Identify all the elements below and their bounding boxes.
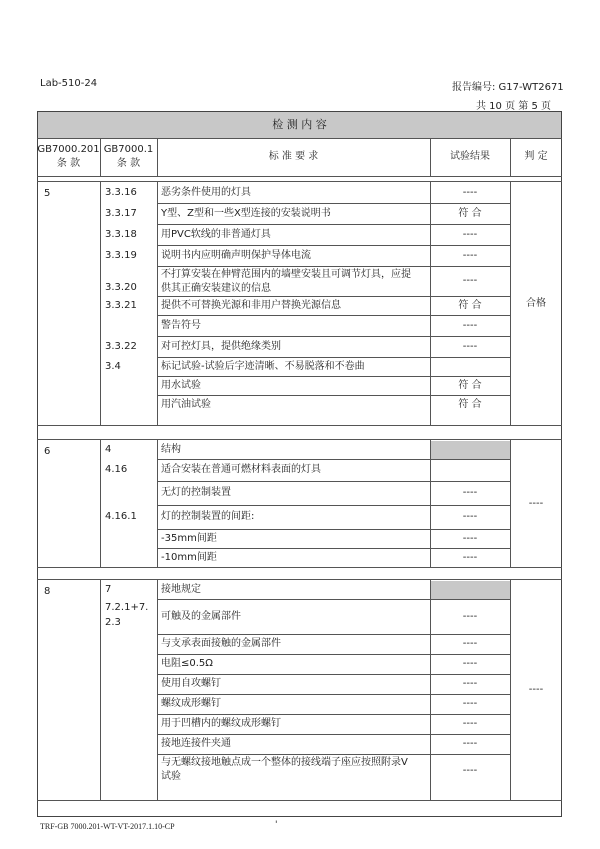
row-rule [157, 505, 510, 506]
sub-clause: 3.3.22 [105, 340, 137, 352]
lab-code: Lab-510-24 [40, 78, 98, 89]
verdict: 合格 [526, 297, 546, 309]
test-result: ---- [462, 511, 478, 522]
sub-clause: 4.16.1 [105, 511, 137, 522]
row-rule [157, 357, 510, 358]
requirement: 用汽油试验 [161, 399, 211, 410]
sub-clause: 3.3.20 [105, 282, 137, 293]
test-result: ---- [462, 764, 478, 776]
row-rule [157, 674, 510, 675]
section-bottom-rule [37, 425, 562, 426]
requirement: 接地连接件夹通 [161, 738, 231, 749]
test-result: 符 合 [458, 379, 482, 391]
sub-clause: 4.16 [105, 464, 128, 475]
requirement: 接地规定 [161, 583, 201, 595]
requirement: 恶劣条件使用的灯具 [161, 186, 251, 198]
requirement: 电阻≤0.5Ω [161, 658, 213, 669]
row-rule [157, 654, 510, 655]
clause-number: 6 [44, 446, 51, 457]
row-rule [157, 754, 510, 755]
test-result: ---- [462, 186, 478, 198]
verdict: ---- [528, 684, 544, 695]
test-result: ---- [462, 678, 478, 689]
sub-clause: 3.3.17 [105, 207, 137, 219]
section-bottom-rule [37, 567, 562, 568]
section-top-rule [37, 579, 562, 580]
test-result: ---- [462, 249, 478, 261]
requirement: 用水试验 [161, 379, 201, 391]
header-rule [37, 176, 562, 177]
test-result: 符 合 [458, 299, 482, 311]
row-rule [157, 481, 510, 482]
row-rule [157, 734, 510, 735]
clause-number: 8 [44, 586, 51, 597]
col-rule [100, 181, 101, 425]
row-rule [157, 245, 510, 246]
requirement: 不打算安装在伸臂范围内的墙壁安装且可调节灯具，应提 [161, 269, 411, 280]
col-header-201-clause: 条 款 [56, 158, 81, 169]
requirement: 标记试验-试验后字迹清晰、不易脱落和不卷曲 [161, 360, 365, 372]
test-result: ---- [462, 319, 478, 331]
requirement: 说明书内应明确声明保护导体电流 [161, 249, 311, 261]
row-rule [157, 599, 510, 600]
requirement: 提供不可替换光源和非用户替换光源信息 [161, 299, 341, 311]
row-rule [157, 224, 510, 225]
section-top-rule [37, 181, 562, 182]
shaded-cell [431, 441, 510, 459]
test-result: ---- [462, 532, 478, 544]
row-rule [157, 315, 510, 316]
col-rule [157, 181, 158, 425]
footer-doc-id: TRF-GB 7000.201-WT-VT-2017.1.10-CP [40, 822, 175, 831]
requirement: 无灯的控制装置 [161, 487, 231, 498]
test-result: ---- [462, 551, 478, 563]
sub-clause: 4 [105, 443, 112, 455]
test-result: ---- [462, 718, 478, 729]
test-result: ---- [462, 610, 478, 622]
requirement: Y型、Z型和一些X型连接的安装说明书 [161, 207, 331, 219]
requirement: -10mm间距 [161, 551, 217, 563]
report-number: 报告编号: G17-WT2671 [452, 82, 564, 93]
sub-clause: 3.3.19 [105, 249, 137, 261]
col-header-1: GB7000.1 [103, 144, 154, 155]
footer-mark: ' [275, 820, 278, 830]
requirement-cont: 供其正确安装建议的信息 [161, 283, 271, 294]
row-rule [157, 203, 510, 204]
test-result: ---- [462, 228, 478, 240]
row-rule [157, 459, 510, 460]
requirement: 与无螺纹接地触点成一个整体的接线端子座应按照附录V [161, 757, 408, 768]
test-result: ---- [462, 487, 478, 498]
row-rule [157, 395, 510, 396]
test-result: ---- [462, 658, 478, 669]
test-result: 符 合 [458, 207, 482, 219]
test-result: ---- [462, 340, 478, 352]
row-rule [157, 548, 510, 549]
col-rule [157, 579, 158, 800]
test-result: ---- [462, 698, 478, 709]
sub-clause: 3.3.16 [105, 186, 137, 198]
clause-number: 5 [44, 188, 51, 199]
requirement-cont: 试验 [161, 771, 181, 782]
row-rule [157, 376, 510, 377]
sub-clause: 3.3.21 [105, 299, 137, 311]
row-rule [157, 296, 510, 297]
row-rule [157, 529, 510, 530]
requirement: 使用自攻螺钉 [161, 678, 221, 689]
sub-clause-cont: 2.3 [105, 617, 121, 628]
requirement: 警告符号 [161, 319, 201, 331]
requirement: -35mm间距 [161, 532, 217, 544]
test-result: ---- [462, 638, 478, 649]
sub-clause: 3.3.18 [105, 228, 137, 240]
col-header-verdict: 判 定 [524, 151, 548, 162]
requirement: 适合安装在普通可燃材料表面的灯具 [161, 464, 321, 475]
requirement: 灯的控制装置的间距: [161, 511, 255, 522]
requirement: 结构 [161, 443, 181, 455]
col-rule [100, 579, 101, 800]
row-rule [157, 266, 510, 267]
sub-clause: 7.2.1+7. [105, 602, 149, 613]
table-title: 检 测 内 容 [272, 118, 327, 131]
sub-clause: 7 [105, 583, 112, 595]
section-top-rule [37, 439, 562, 440]
section-bottom-rule [37, 800, 562, 801]
row-rule [157, 634, 510, 635]
col-header-201: GB7000.201 [37, 144, 100, 155]
requirement: 对可控灯具，提供绝缘类别 [161, 340, 281, 352]
sub-clause: 3.4 [105, 360, 121, 372]
row-rule [157, 714, 510, 715]
verdict: ---- [528, 497, 544, 509]
title-rule [37, 138, 562, 139]
row-rule [157, 694, 510, 695]
test-result: 符 合 [458, 399, 482, 410]
requirement: 用于凹槽内的螺纹成形螺钉 [161, 718, 281, 729]
col-header-result: 试验结果 [450, 151, 490, 162]
test-result: ---- [462, 738, 478, 749]
requirement: 与支承表面接触的金属部件 [161, 638, 281, 649]
col-header-1-clause: 条 款 [116, 158, 141, 169]
page-indicator: 共 10 页 第 5 页 [476, 101, 551, 112]
test-result: ---- [462, 275, 478, 286]
requirement: 用PVC软线的非普通灯具 [161, 228, 271, 240]
shaded-cell [431, 581, 510, 599]
requirement: 螺纹成形螺钉 [161, 698, 221, 709]
col-header-requirement: 标 准 要 求 [268, 151, 319, 162]
requirement: 可触及的金属部件 [161, 610, 241, 622]
col-rule [100, 439, 101, 567]
row-rule [157, 336, 510, 337]
